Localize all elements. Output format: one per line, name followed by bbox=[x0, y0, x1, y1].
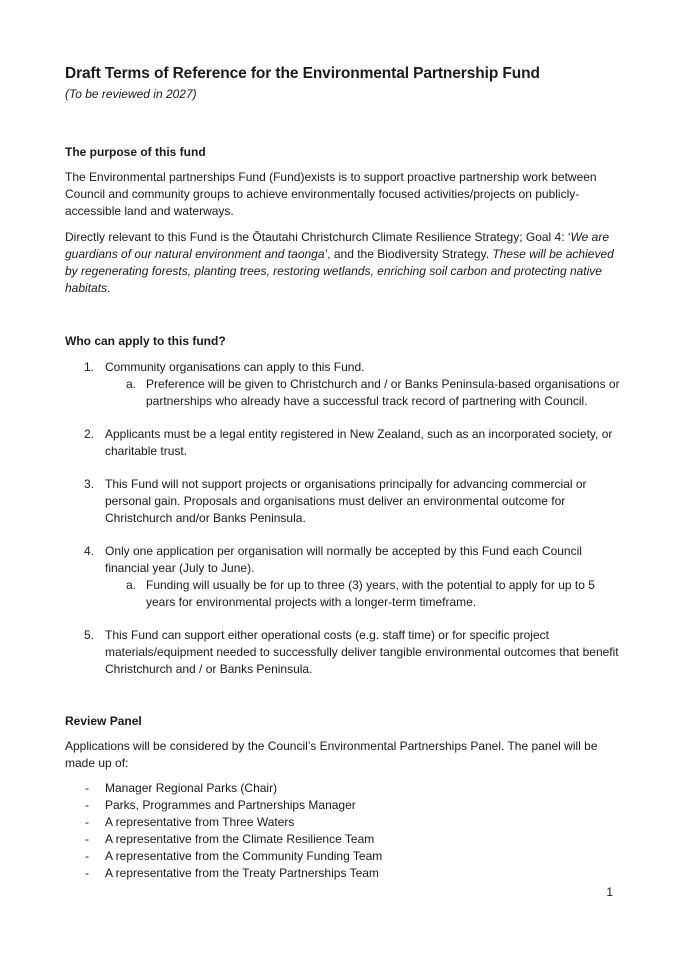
dash-bullet: - bbox=[85, 866, 89, 880]
dash-bullet: - bbox=[85, 798, 89, 812]
panel-member bbox=[65, 848, 625, 865]
sub-item-text: Preference will be given to Christchurch and / or Banks Peninsula-based organisations or partnerships who already have a successful track record of partnering with Council. bbox=[146, 377, 620, 408]
item-number: 3. bbox=[84, 477, 95, 491]
item-text: Applicants must be a legal entity registered in New Zealand, such as an incorporated society, or charitable trust. bbox=[105, 427, 613, 458]
dash-bullet: - bbox=[85, 832, 89, 846]
sub-list bbox=[105, 577, 625, 611]
member-text: Manager Regional Parks (Chair) bbox=[105, 781, 278, 795]
p2-start: Directly relevant to this Fund is the Ōtautahi Christchurch Climate Resilience Strategy; Goal 4: ‘ bbox=[65, 230, 571, 244]
member-text: A representative from Three Waters bbox=[105, 815, 295, 829]
member-text: A representative from the Community Funding Team bbox=[105, 849, 383, 863]
member-text: Parks, Programmes and Partnerships Manager bbox=[105, 798, 356, 812]
sub-item-letter: a. bbox=[126, 377, 137, 391]
sub-item-letter: a. bbox=[126, 578, 137, 592]
p2-goal: We are guardians of our natural environment and taonga’ bbox=[65, 230, 610, 261]
apply-heading: Who can apply to this fund? bbox=[65, 334, 226, 348]
item-text: This Fund will not support projects or organisations principally for advancing commercial or personal gain. Proposals and organisations must deliver an environmental outcome for Christchurch and/or Banks Peninsula. bbox=[105, 477, 587, 525]
item-number: 2. bbox=[84, 427, 95, 441]
panel-member bbox=[65, 814, 625, 831]
eligibility-item-2 bbox=[65, 426, 625, 460]
eligibility-item-4 bbox=[65, 543, 625, 611]
p2-end: These will be achieved by regenerating forests, planting trees, restoring wetlands, enriching soil carbon and protecting native habitats bbox=[65, 247, 614, 295]
dash-bullet: - bbox=[85, 781, 89, 795]
eligibility-item-1 bbox=[65, 359, 625, 410]
p2-mid: , and the Biodiversity Strategy. bbox=[327, 247, 493, 261]
purpose-paragraph-2 bbox=[65, 229, 625, 297]
dash-bullet: - bbox=[85, 815, 89, 829]
panel-member bbox=[65, 780, 625, 797]
sub-list bbox=[105, 376, 625, 410]
page-number: 1 bbox=[606, 885, 613, 899]
panel-members-list bbox=[65, 780, 625, 882]
dash-bullet: - bbox=[85, 849, 89, 863]
purpose-paragraph-1: The Environmental partnerships Fund (Fund)exists is to support proactive partnership work between Council and community groups to achieve environmentally focused activities/projects on publicly-accessible land and waterways. bbox=[65, 170, 597, 218]
document-title: Draft Terms of Reference for the Environmental Partnership Fund bbox=[65, 65, 540, 82]
document-subtitle: (To be reviewed in 2027) bbox=[65, 87, 197, 101]
member-text: A representative from the Climate Resilience Team bbox=[105, 832, 375, 846]
document-page bbox=[65, 64, 625, 882]
item-text: Community organisations can apply to this Fund. bbox=[105, 360, 365, 374]
review-heading: Review Panel bbox=[65, 714, 142, 728]
item-number: 1. bbox=[84, 360, 95, 374]
purpose-heading: The purpose of this fund bbox=[65, 145, 206, 159]
item-text: Only one application per organisation will normally be accepted by this Fund each Council financial year (July to June). bbox=[105, 544, 582, 575]
item-number: 4. bbox=[84, 544, 95, 558]
panel-member bbox=[65, 797, 625, 814]
eligibility-item-5 bbox=[65, 627, 625, 678]
item-number: 5. bbox=[84, 628, 95, 642]
panel-member bbox=[65, 831, 625, 848]
sub-item bbox=[105, 577, 625, 611]
review-intro: Applications will be considered by the Council’s Environmental Partnerships Panel. The panel will be made up of: bbox=[65, 739, 598, 770]
eligibility-item-3 bbox=[65, 476, 625, 527]
p2-period: . bbox=[107, 281, 111, 295]
panel-member bbox=[65, 865, 625, 882]
sub-item-text: Funding will usually be for up to three (3) years, with the potential to apply for up to 5 years for environmental projects with a longer-term timeframe. bbox=[146, 578, 595, 609]
eligibility-list bbox=[65, 359, 625, 678]
sub-item bbox=[105, 376, 625, 410]
item-text: This Fund can support either operational costs (e.g. staff time) or for specific project materials/equipment needed to successfully deliver tangible environmental outcomes that benefit Christchurch and / or Banks Peninsula. bbox=[105, 628, 619, 676]
member-text: A representative from the Treaty Partnerships Team bbox=[105, 866, 379, 880]
